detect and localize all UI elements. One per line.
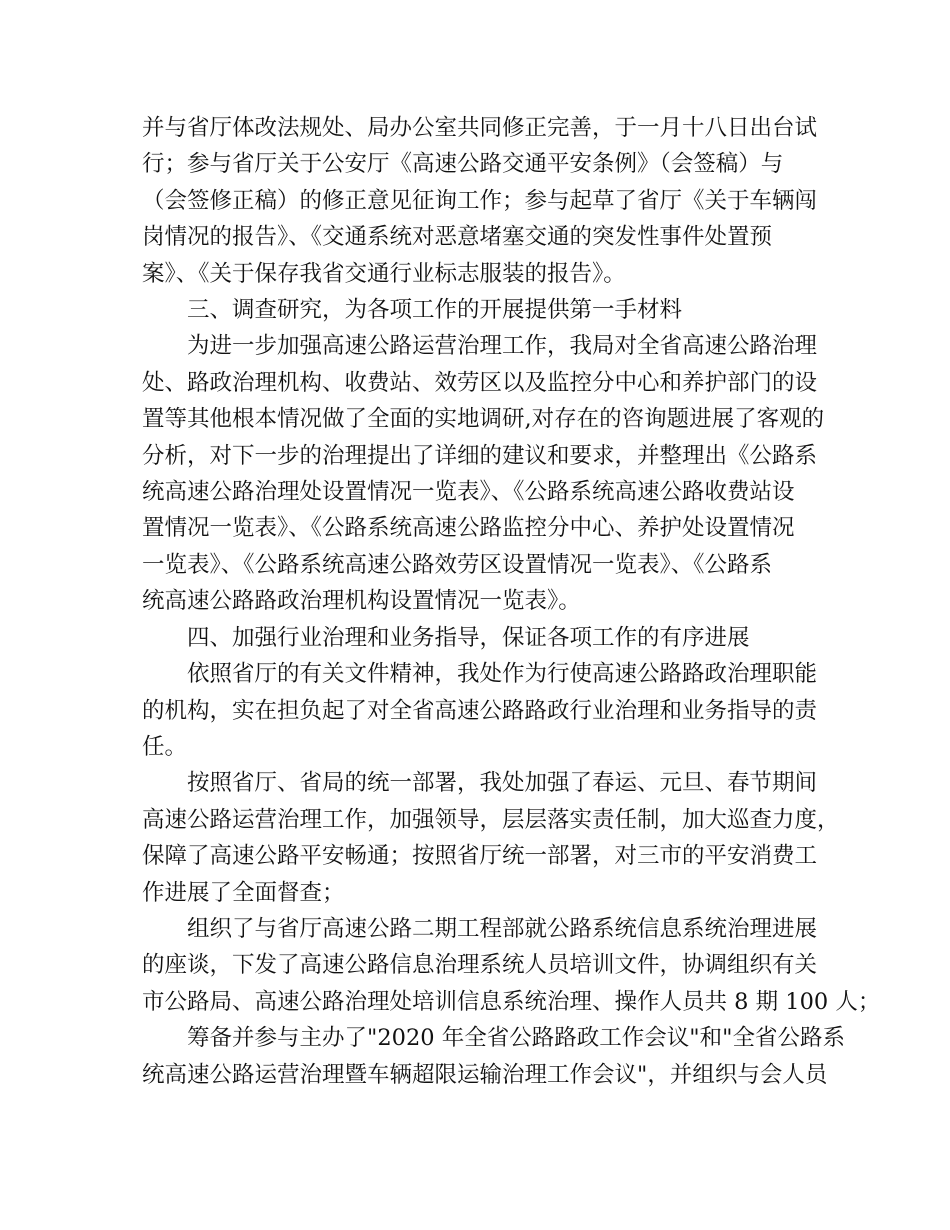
paragraph-conference xyxy=(142,1020,845,1093)
text-line: 统高速公路治理处设置情况一览表》、《公路系统高速公路收费站设 xyxy=(142,479,795,506)
text-line: 为进一步加强高速公路运营治理工作，我局对全省高速公路治理 xyxy=(187,333,818,360)
text-line: 三、调查研究，为各项工作的开展提供第一手材料 xyxy=(187,297,683,324)
section-heading-four xyxy=(142,620,832,656)
text-line: 处、路政治理机构、收费站、效劳区以及监控分中心和养护部门的设 xyxy=(142,369,818,396)
document-body xyxy=(142,110,881,1093)
section-heading-three xyxy=(142,292,832,328)
text-line: 四、加强行业治理和业务指导，保证各项工作的有序进展 xyxy=(187,624,750,651)
text-line: 组织了与省厅高速公路二期工程部就公路系统信息系统治理进展 xyxy=(187,915,818,942)
text-line: 置情况一览表》、《公路系统高速公路监控分中心、养护处设置情况 xyxy=(142,515,795,542)
text-line: 岗情况的报告》、《交通系统对恶意堵塞交通的突发性事件处置预 xyxy=(142,224,773,251)
paragraph-research xyxy=(142,328,832,619)
text-line: 保障了高速公路平安畅通；按照省厅统一部署，对三市的平安消费工 xyxy=(142,843,818,870)
text-line: 作进展了全面督查； xyxy=(142,879,345,906)
text-line: 置等其他根本情况做了全面的实地调研,对存在的咨询题进展了客观的 xyxy=(142,406,825,433)
text-line: 任。 xyxy=(142,733,188,760)
text-line: 并与省厅体改法规处、局办公室共同修正完善，于一月十八日出台试 xyxy=(142,115,818,141)
text-line: 筹备并参与主办了"2020 年全省公路路政工作会议"和"全省公路系 xyxy=(187,1025,845,1052)
text-line: 的座谈，下发了高速公路信息治理系统人员培训文件，协调组织有关 xyxy=(142,952,818,979)
paragraph-deployment xyxy=(142,765,840,911)
text-line: 一览表》、《公路系统高速公路效劳区设置情况一览表》、《公路系 xyxy=(142,551,773,578)
text-line: 行；参与省厅关于公安厅《高速公路交通平安条例》（会签稿）与 xyxy=(142,151,784,178)
paragraph-regulation-revision xyxy=(142,110,832,292)
text-line: 的机构，实在担负起了对全省高速公路路政行业治理和业务指导的责 xyxy=(142,697,818,724)
text-line: 依照省厅的有关文件精神，我处作为行使高速公路路政治理职能 xyxy=(187,661,818,688)
text-line: 分析，对下一步的治理提出了详细的建议和要求，并整理出《公路系 xyxy=(142,442,818,469)
text-line: （会签修正稿）的修正意见征询工作；参与起草了省厅《关于车辆闯 xyxy=(142,187,818,214)
text-line: 高速公路运营治理工作，加强领导，层层落实责任制，加大巡查力度， xyxy=(142,806,840,833)
text-line: 按照省厅、省局的统一部署，我处加强了春运、元旦、春节期间 xyxy=(187,770,818,797)
paragraph-training xyxy=(142,911,881,1020)
paragraph-guidance xyxy=(142,656,832,765)
text-line: 市公路局、高速公路治理处培训信息系统治理、操作人员共 8 期 100 人； xyxy=(142,988,881,1015)
text-line: 统高速公路运营治理暨车辆超限运输治理工作会议"，并组织与会人员 xyxy=(142,1061,828,1088)
text-line: 统高速公路路政治理机构设置情况一览表》。 xyxy=(142,588,581,615)
text-line: 案》、《关于保存我省交通行业标志服装的报告》。 xyxy=(142,260,626,287)
